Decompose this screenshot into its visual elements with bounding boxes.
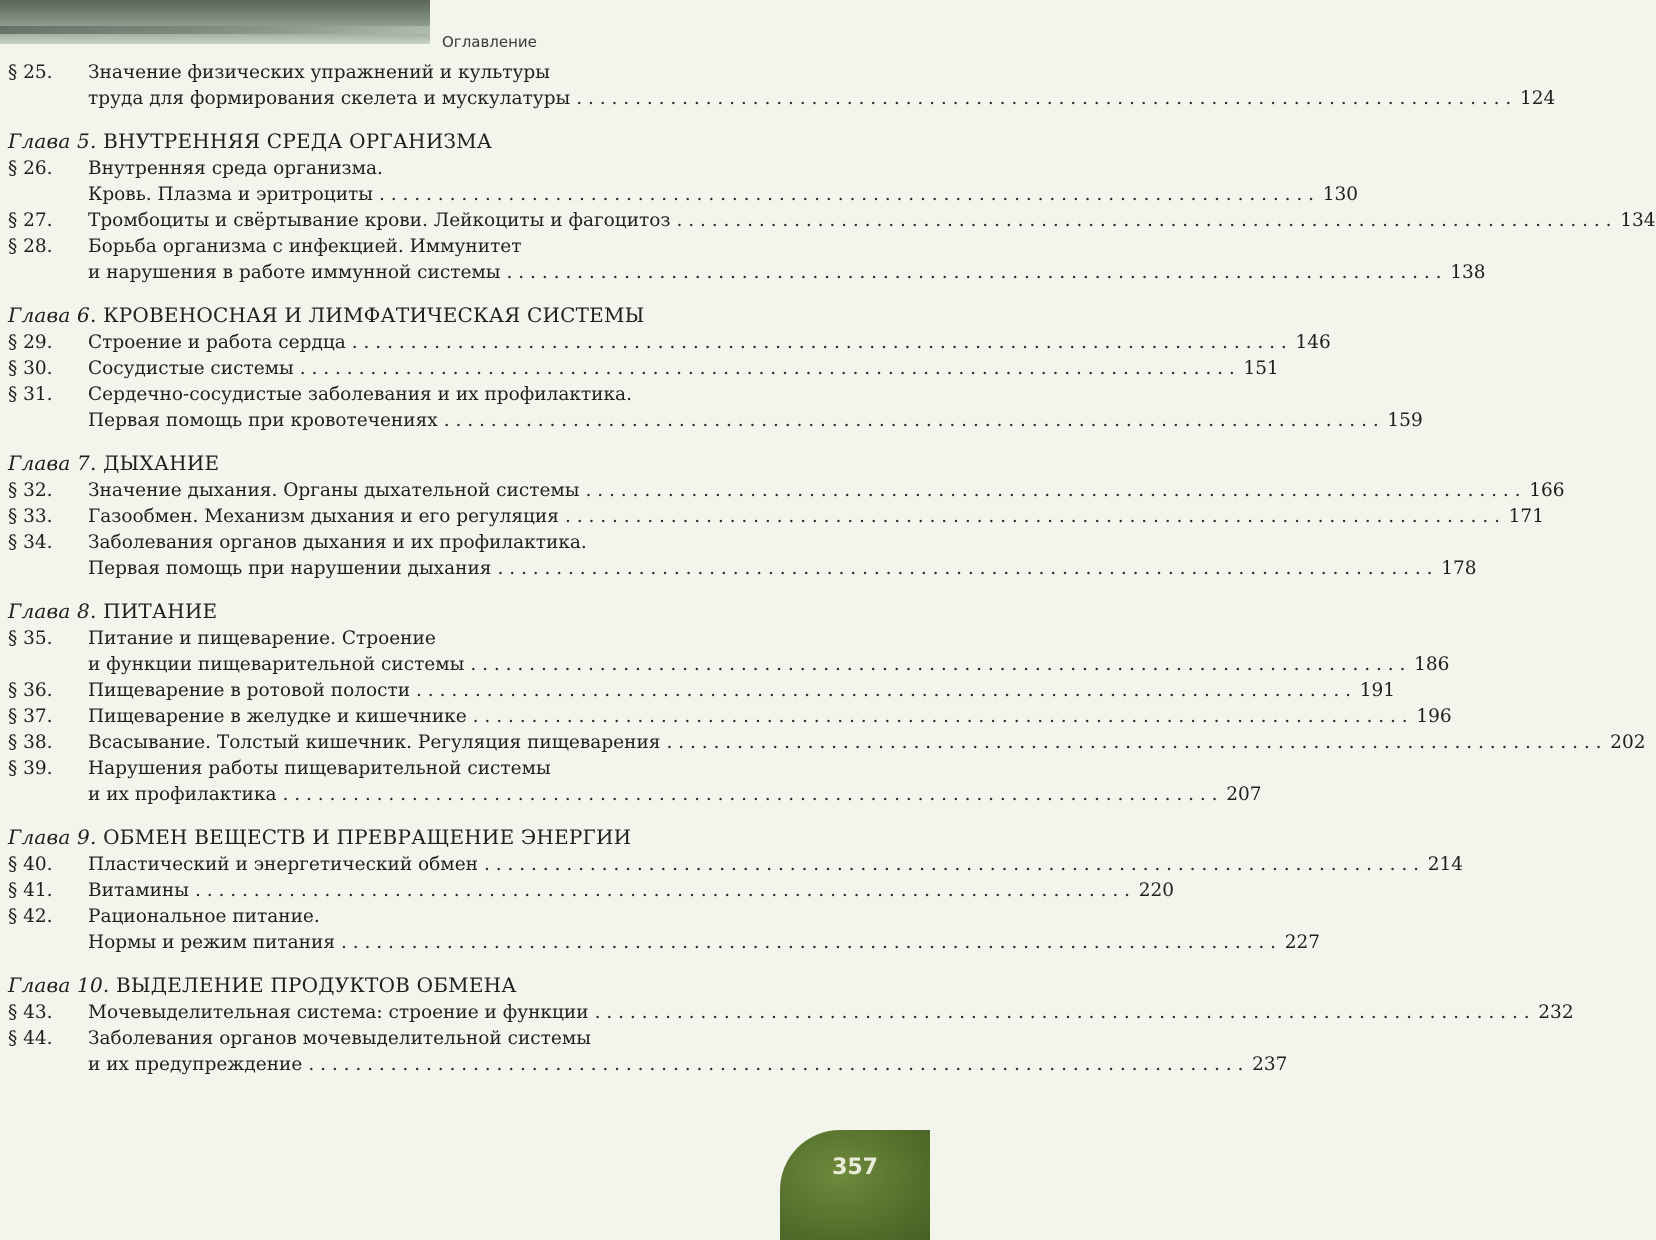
section-title-last-line: [88, 208, 1656, 234]
page-ref: 237: [1252, 1054, 1288, 1075]
page-ref: 159: [1387, 410, 1423, 431]
page-ref: 124: [1519, 88, 1556, 109]
chapter-label: Глава 9.: [8, 825, 97, 849]
section-title-line: и их предупреждение: [88, 1054, 303, 1075]
chapter-label: Глава 6.: [8, 303, 97, 327]
section-title-line: Тромбоциты и свёртывание крови. Лейкоциты и фагоцитоз: [88, 210, 671, 231]
section-number: § 30.: [8, 358, 53, 379]
section-number: § 43.: [8, 1002, 53, 1023]
page-ref: 151: [1243, 358, 1279, 379]
section-title-last-line: [88, 1052, 1287, 1078]
toc-entry[interactable]: [8, 356, 1279, 382]
page-ref: 186: [1414, 654, 1450, 675]
section-title-line: Нормы и режим питания: [88, 932, 335, 953]
toc-entry[interactable]: [8, 60, 1556, 112]
section-title-last-line: [88, 930, 1320, 956]
toc-entry[interactable]: [8, 1026, 1288, 1078]
section-number: § 44.: [8, 1028, 53, 1049]
toc-entry[interactable]: [8, 504, 1544, 530]
dot-leader: [416, 678, 1351, 704]
page-ref: 130: [1322, 184, 1359, 205]
section-title-line: Первая помощь при кровотечениях: [88, 410, 438, 431]
section-title-line: Заболевания органов мочевыделительной системы: [88, 1028, 591, 1049]
page-ref: 227: [1284, 932, 1321, 953]
toc-entry[interactable]: [8, 878, 1174, 904]
section-title-line: труда для формирования скелета и мускулатуры: [88, 88, 571, 109]
section-title-last-line: [88, 86, 1555, 112]
section-title-last-line: [88, 704, 1452, 730]
section-title-line: Газообмен. Механизм дыхания и его регуляция: [88, 506, 559, 527]
section-title-line: Кровь. Плазма и эритроциты: [88, 184, 373, 205]
section-title: [88, 878, 1174, 904]
section-title-last-line: [88, 260, 1486, 286]
chapter-title: ВНУТРЕННЯЯ СРЕДА ОРГАНИЗМА: [103, 129, 493, 153]
running-head: Оглавление: [442, 33, 537, 51]
dot-leader: [308, 1052, 1243, 1078]
toc-entry[interactable]: [8, 478, 1565, 504]
section-title-line: Борьба организма с инфекцией. Иммунитет: [88, 236, 522, 257]
section-number: § 35.: [8, 628, 53, 649]
section-number: § 26.: [8, 158, 53, 179]
dot-leader: [470, 652, 1405, 678]
section-title: [88, 852, 1463, 878]
section-title: [88, 704, 1452, 730]
toc-entry[interactable]: [8, 530, 1477, 582]
section-title-line: Сосудистые системы: [88, 358, 294, 379]
dot-leader: [484, 852, 1419, 878]
page-ref: 232: [1538, 1002, 1574, 1023]
dot-leader: [666, 730, 1601, 756]
page-number: 357: [832, 1155, 878, 1180]
section-number: § 42.: [8, 906, 53, 927]
chapter-title: ДЫХАНИЕ: [103, 451, 220, 475]
toc-entry[interactable]: [8, 626, 1450, 678]
section-title-last-line: [88, 878, 1174, 904]
header-photo-strip: [0, 0, 430, 44]
toc-entry[interactable]: [8, 1000, 1574, 1026]
chapter-title: ОБМЕН ВЕЩЕСТВ И ПРЕВРАЩЕНИЕ ЭНЕРГИИ: [103, 825, 632, 849]
section-title-line: Первая помощь при нарушении дыхания: [88, 558, 492, 579]
chapter-heading: [8, 596, 832, 626]
section-title-line: Строение и работа сердца: [88, 332, 346, 353]
chapter-heading: [8, 300, 832, 330]
dot-leader: [341, 930, 1276, 956]
toc-entry[interactable]: [8, 704, 1452, 730]
section-number: § 33.: [8, 506, 53, 527]
section-title: [88, 626, 1449, 678]
dot-leader: [282, 782, 1217, 808]
chapter-heading: [8, 448, 832, 478]
section-number: § 31.: [8, 384, 53, 405]
section-title-last-line: [88, 852, 1463, 878]
dot-leader: [195, 878, 1130, 904]
dot-leader: [595, 1000, 1530, 1026]
page-ref: 138: [1450, 262, 1486, 283]
toc-entry[interactable]: [8, 208, 1656, 234]
section-number: § 40.: [8, 854, 53, 875]
section-title: [88, 330, 1331, 356]
section-number: § 36.: [8, 680, 53, 701]
section-title-last-line: [88, 478, 1565, 504]
section-title-line: Внутренняя среда организма.: [88, 158, 383, 179]
section-title: [88, 478, 1565, 504]
page-ref: 207: [1226, 784, 1262, 805]
page-ref: 191: [1359, 680, 1396, 701]
section-title-line: и нарушения в работе иммунной системы: [88, 262, 501, 283]
section-title-last-line: [88, 408, 1423, 434]
dot-leader: [677, 208, 1612, 234]
page-ref: 134: [1620, 210, 1656, 231]
toc-entry[interactable]: [8, 852, 1464, 878]
chapter-heading: [8, 126, 832, 156]
section-title-line: Значение дыхания. Органы дыхательной системы: [88, 480, 580, 501]
table-of-contents: [8, 60, 1656, 1078]
page-number-tab: [780, 1130, 930, 1240]
section-title-line: Рациональное питание.: [88, 906, 320, 927]
section-number: § 39.: [8, 758, 53, 779]
toc-entry[interactable]: [8, 330, 1331, 356]
toc-entry[interactable]: [8, 678, 1396, 704]
section-title: [88, 234, 1486, 286]
section-title-line: Питание и пищеварение. Строение: [88, 628, 436, 649]
section-title: [88, 904, 1320, 956]
page-ref: 202: [1610, 732, 1646, 753]
section-title: [88, 678, 1395, 704]
page-ref: 214: [1427, 854, 1464, 875]
section-title-last-line: [88, 652, 1449, 678]
section-title: [88, 208, 1656, 234]
section-number: § 32.: [8, 480, 53, 501]
section-title-last-line: [88, 782, 1262, 808]
chapter-label: Глава 8.: [8, 599, 97, 623]
dot-leader: [586, 478, 1521, 504]
section-title-line: Всасывание. Толстый кишечник. Регуляция пищеварения: [88, 732, 661, 753]
section-number: § 41.: [8, 880, 53, 901]
chapter-heading: [8, 970, 832, 1000]
section-title: [88, 756, 1262, 808]
section-title: [88, 1000, 1574, 1026]
section-title-last-line: [88, 556, 1477, 582]
chapter-label: Глава 10.: [8, 973, 110, 997]
dot-leader: [473, 704, 1408, 730]
section-number: § 27.: [8, 210, 53, 231]
section-title-last-line: [88, 356, 1279, 382]
dot-leader: [352, 330, 1287, 356]
section-title-line: и их профилактика: [88, 784, 277, 805]
section-title-line: Значение физических упражнений и культуры: [88, 62, 550, 83]
toc-entry[interactable]: [8, 730, 1646, 756]
chapter-title: КРОВЕНОСНАЯ И ЛИМФАТИЧЕСКАЯ СИСТЕМЫ: [103, 303, 645, 327]
dot-leader: [300, 356, 1235, 382]
chapter-heading: [8, 822, 832, 852]
page-ref: 196: [1416, 706, 1452, 727]
dot-leader: [507, 260, 1442, 286]
chapter-title: ПИТАНИЕ: [103, 599, 218, 623]
section-title: [88, 504, 1544, 530]
section-title-line: и функции пищеварительной системы: [88, 654, 465, 675]
dot-leader: [497, 556, 1432, 582]
section-title: [88, 730, 1645, 756]
page-ref: 146: [1295, 332, 1331, 353]
chapter-label: Глава 7.: [8, 451, 97, 475]
section-title-last-line: [88, 504, 1544, 530]
section-title: [88, 530, 1477, 582]
section-number: § 37.: [8, 706, 53, 727]
page-ref: 220: [1138, 880, 1174, 901]
section-title-line: Пищеварение в ротовой полости: [88, 680, 411, 701]
section-number: § 29.: [8, 332, 53, 353]
toc-entry[interactable]: [8, 904, 1321, 956]
chapter-label: Глава 5.: [8, 129, 97, 153]
dot-leader: [379, 182, 1314, 208]
section-title-line: Нарушения работы пищеварительной системы: [88, 758, 551, 779]
section-title-last-line: [88, 182, 1358, 208]
toc-entry[interactable]: [8, 382, 1423, 434]
section-title-line: Сердечно-сосудистые заболевания и их профилактика.: [88, 384, 632, 405]
section-title: [88, 356, 1279, 382]
section-title-line: Мочевыделительная система: строение и функции: [88, 1002, 589, 1023]
section-number: § 34.: [8, 532, 53, 553]
toc-entry[interactable]: [8, 156, 1359, 208]
section-title: [88, 382, 1423, 434]
section-title-last-line: [88, 1000, 1574, 1026]
section-number: § 28.: [8, 236, 53, 257]
page-ref: 178: [1441, 558, 1477, 579]
page-ref: 166: [1529, 480, 1565, 501]
section-title-last-line: [88, 730, 1645, 756]
section-title: [88, 156, 1358, 208]
section-title-last-line: [88, 330, 1331, 356]
section-title-line: Пластический и энергетический обмен: [88, 854, 478, 875]
section-title-line: Пищеварение в желудке и кишечнике: [88, 706, 467, 727]
dot-leader: [444, 408, 1379, 434]
section-number: § 38.: [8, 732, 53, 753]
page-ref: 171: [1508, 506, 1544, 527]
section-title-last-line: [88, 678, 1395, 704]
section-title: [88, 1026, 1287, 1078]
section-number: § 25.: [8, 62, 53, 83]
dot-leader: [576, 86, 1511, 112]
section-title-line: Заболевания органов дыхания и их профилактика.: [88, 532, 587, 553]
toc-entry[interactable]: [8, 756, 1262, 808]
chapter-title: ВЫДЕЛЕНИЕ ПРОДУКТОВ ОБМЕНА: [116, 973, 517, 997]
section-title: [88, 60, 1555, 112]
dot-leader: [565, 504, 1500, 530]
section-title-line: Витамины: [88, 880, 189, 901]
toc-entry[interactable]: [8, 234, 1486, 286]
